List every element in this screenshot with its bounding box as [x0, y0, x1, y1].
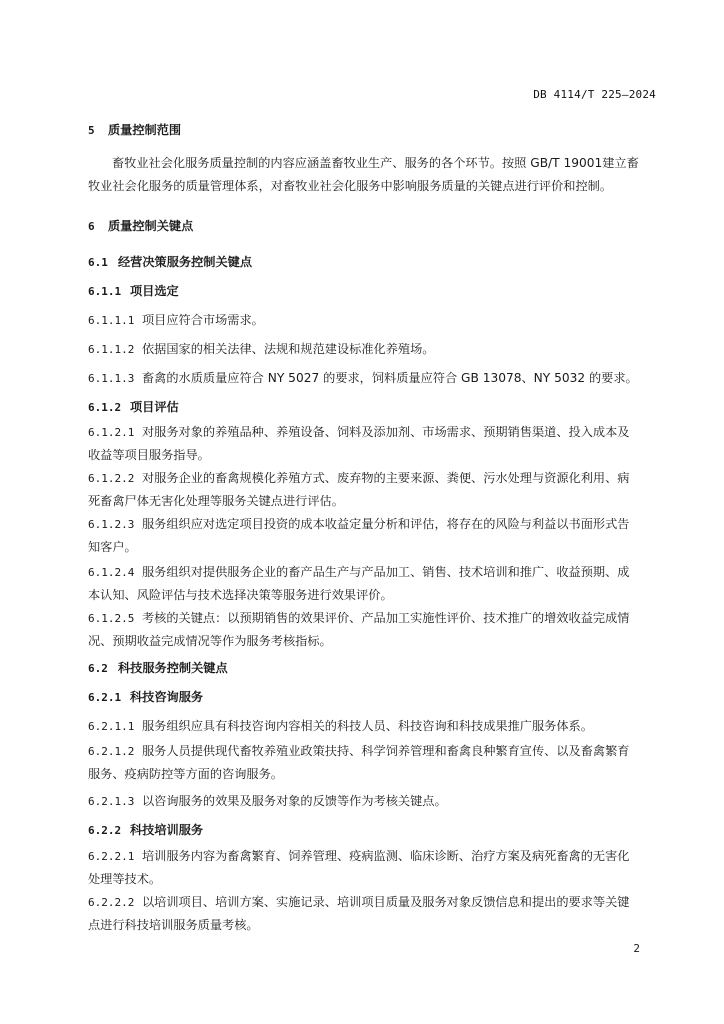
clause-number: 6.2.1.3 — [88, 795, 135, 808]
clause-number: 6.2.2.1 — [88, 850, 135, 863]
section-title: 科技咨询服务 — [130, 690, 204, 704]
clause-number: 6.1.1.2 — [88, 343, 135, 356]
section-number: 6.2.1 — [88, 691, 122, 704]
clause-text: 以培训项目、培训方案、实施记录、培训项目质量及服务对象反馈信息和提出的要求等关键 — [142, 895, 630, 909]
clause-number: 6.1.1.3 — [88, 372, 135, 385]
section-5-heading — [88, 121, 181, 138]
clause-text: 服务、疫病防控等方面的咨询服务。 — [88, 767, 283, 781]
section-number: 5 — [88, 124, 95, 137]
section-number: 6.1.1 — [88, 285, 122, 298]
clause-number: 6.1.2.1 — [88, 426, 135, 439]
section-5-paragraph — [88, 152, 660, 198]
clause-number: 6.1.2.2 — [88, 472, 135, 485]
section-number: 6.1 — [88, 256, 108, 269]
section-number: 6 — [88, 220, 95, 233]
clause-number: 6.1.2.3 — [88, 518, 135, 531]
clause-6-2-1-2 — [88, 740, 660, 786]
clause-text: 对服务企业的畜禽规模化养殖方式、废弃物的主要来源、粪便、污水处理与资源化利用、病 — [142, 471, 630, 485]
clause-6-1-2-3 — [88, 513, 660, 559]
section-title: 质量控制关键点 — [108, 219, 194, 233]
section-title: 科技培训服务 — [130, 823, 204, 837]
paragraph-line: 畜牧业社会化服务质量控制的内容应涵盖畜牧业生产、服务的各个环节。按照 GB/T 19001建立畜 — [112, 156, 639, 170]
clause-text: 项目应符合市场需求。 — [142, 313, 264, 327]
doc-code-header: DB 4114/T 225—2024 — [533, 88, 656, 101]
section-title: 经营决策服务控制关键点 — [118, 255, 253, 269]
clause-6-1-2-2 — [88, 467, 660, 513]
clause-text: 对服务对象的养殖品种、养殖设备、饲料及添加剂、市场需求、预期销售渠道、投入成本及 — [142, 425, 630, 439]
clause-text: 服务组织应具有科技咨询内容相关的科技人员、科技咨询和科技成果推广服务体系。 — [142, 719, 593, 733]
clause-text: 处理等技术。 — [88, 872, 162, 886]
clause-text: 服务组织对提供服务企业的畜产品生产与产品加工、销售、技术培训和推广、收益预期、成 — [142, 565, 630, 579]
section-6-2-2-heading — [88, 821, 203, 838]
section-6-1-heading — [88, 253, 252, 270]
clause-text: 畜禽的水质质量应符合 NY 5027 的要求，饲料质量应符合 GB 13078、NY 5032 的要求。 — [142, 371, 638, 385]
section-number: 6.2.2 — [88, 824, 122, 837]
clause-text: 死畜禽尸体无害化处理等服务关键点进行评估。 — [88, 494, 344, 508]
clause-text: 依据国家的相关法律、法规和规范建设标准化养殖场。 — [142, 342, 435, 356]
clause-number: 6.2.2.2 — [88, 896, 135, 909]
section-title: 项目评估 — [130, 400, 179, 414]
clause-text: 收益等项目服务指导。 — [88, 448, 210, 462]
clause-6-1-1-1 — [88, 311, 264, 328]
clause-number: 6.1.1.1 — [88, 314, 135, 327]
clause-text: 培训服务内容为畜禽繁育、饲养管理、疫病监测、临床诊断、治疗方案及病死畜禽的无害化 — [142, 849, 630, 863]
clause-6-1-2-1 — [88, 421, 660, 467]
clause-text: 服务组织应对选定项目投资的成本收益定量分析和评估，将存在的风险与利益以书面形式告 — [142, 517, 630, 531]
paragraph-line: 牧业社会化服务的质量管理体系，对畜牧业社会化服务中影响服务质量的关键点进行评价和控制。 — [88, 179, 613, 193]
section-6-heading — [88, 217, 193, 234]
clause-text: 况、预期收益完成情况等作为服务考核指标。 — [88, 634, 332, 648]
clause-6-2-2-1 — [88, 845, 660, 891]
clause-text: 服务人员提供现代畜牧养殖业政策扶持、科学饲养管理和畜禽良种繁育宣传、以及畜禽繁育 — [142, 744, 630, 758]
clause-6-1-2-5 — [88, 607, 660, 653]
clause-6-1-2-4 — [88, 561, 660, 607]
section-6-1-1-heading — [88, 282, 179, 299]
section-title: 质量控制范围 — [108, 123, 182, 137]
clause-text: 考核的关键点：以预期销售的效果评价、产品加工实施性评价、技术推广的增效收益完成情 — [142, 611, 630, 625]
clause-text: 知客户。 — [88, 540, 137, 554]
section-6-2-heading — [88, 659, 228, 676]
clause-6-2-2-2 — [88, 891, 660, 937]
section-6-1-2-heading — [88, 398, 179, 415]
clause-number: 6.2.1.1 — [88, 720, 135, 733]
clause-6-2-1-1 — [88, 717, 593, 734]
section-title: 项目选定 — [130, 284, 179, 298]
clause-number: 6.1.2.4 — [88, 566, 135, 579]
section-6-2-1-heading — [88, 688, 203, 705]
clause-6-1-1-2 — [88, 340, 435, 357]
clause-text: 点进行科技培训服务质量考核。 — [88, 918, 259, 932]
clause-6-1-1-3 — [88, 369, 638, 386]
clause-text: 本认知、风险评估与技术选择决策等服务进行效果评价。 — [88, 588, 393, 602]
clause-text: 以咨询服务的效果及服务对象的反馈等作为考核关键点。 — [142, 794, 447, 808]
clause-number: 6.2.1.2 — [88, 745, 135, 758]
page-number: 2 — [633, 942, 640, 955]
section-number: 6.2 — [88, 662, 108, 675]
clause-6-2-1-3 — [88, 792, 447, 809]
clause-number: 6.1.2.5 — [88, 612, 135, 625]
section-number: 6.1.2 — [88, 401, 122, 414]
section-title: 科技服务控制关键点 — [118, 661, 228, 675]
